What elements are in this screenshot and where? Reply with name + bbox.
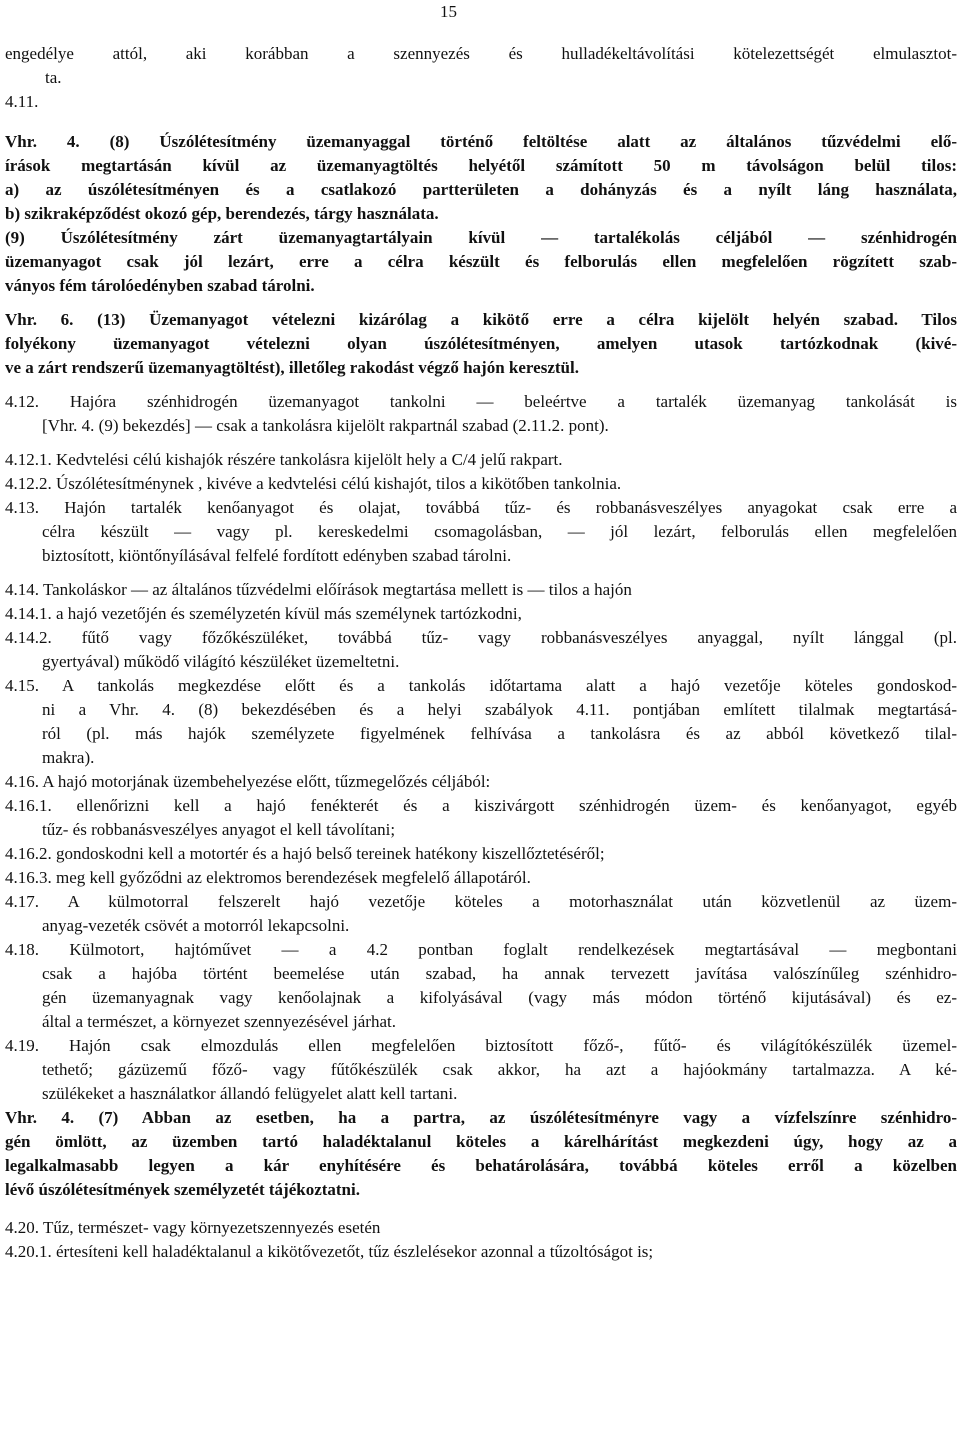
block-intro xyxy=(5,42,957,114)
text-line: célra készült — vagy pl. kereskedelmi csomagolásban, — jól lezárt, felborulás ellen megfelelően xyxy=(42,522,957,541)
text-line: engedélye attól, aki korábban a szennyezés és hulladékeltávolítási kötelezettségét elmulasztot- xyxy=(5,44,957,63)
text-line: 4.16.3. meg kell győződni az elektromos berendezések megfelelő állapotáról. xyxy=(5,868,531,887)
block-4-20 xyxy=(5,1216,957,1264)
text-line: 4.16.1. ellenőrizni kell a hajó fenékterét és a kiszivárgott szénhidrogén üzem- és kenőanyagot, egyéb xyxy=(5,796,957,815)
block-vhr-4-7 xyxy=(5,1106,957,1202)
text-line: szülékeket a használatkor állandó felügyelet alatt kell tartani. xyxy=(42,1084,458,1103)
text-line: lévő úszólétesítmények személyzetét tájékoztatni. xyxy=(5,1180,360,1199)
text-line: 4.20. Tűz, természet- vagy környezetszennyezés esetén xyxy=(5,1218,381,1237)
text-line: 4.13. Hajón tartalék kenőanyagot és olajat, továbbá tűz- és robbanásveszélyes anyagokat csak erre a xyxy=(5,498,957,517)
text-line: 4.11. xyxy=(5,92,39,111)
text-line: ta. xyxy=(45,68,62,87)
text-line: ve a zárt rendszerű üzemanyagtöltést), illetőleg rakodást végző hajón keresztül. xyxy=(5,358,579,377)
text-line: 4.14. Tankoláskor — az általános tűzvédelmi előírások megtartása mellett is — tilos a hajón xyxy=(5,580,632,599)
text-line: csak a hajóba történt beemelése után szabad, ha annak tervezett javítása valószínűleg szénhidro- xyxy=(42,964,957,983)
page-number: 15 xyxy=(440,2,457,21)
text-line: gyertyával) működő világító készüléket üzemeltetni. xyxy=(42,652,400,671)
text-line: tethető; gázüzemű főző- vagy fűtőkészülék csak akkor, ha azt a hajóokmány tartalmazza. A ké- xyxy=(42,1060,957,1079)
text-line: [Vhr. 4. (9) bekezdés] — csak a tankolásra kijelölt rakpartnál szabad (2.11.2. pont). xyxy=(42,416,609,435)
block-4-14-to-4-19 xyxy=(5,578,957,1106)
text-line: 4.18. Külmotort, hajtóművet — a 4.2 pontban foglalt rendelkezések megtartásával — megbontani xyxy=(5,940,957,959)
text-line: üzemanyagot csak jól lezárt, erre a célra készült és felborulás ellen megfelelően rögzített szab- xyxy=(5,252,957,271)
text-line: ványos fém tárolóedényben szabad tárolni. xyxy=(5,276,315,295)
text-line: 4.15. A tankolás megkezdése előtt és a tankolás időtartama alatt a hajó vezetője köteles gondoskod- xyxy=(5,676,957,695)
text-line: 4.16.2. gondoskodni kell a motortér és a hajó belső tereinek hatékony kiszellőztetéséről; xyxy=(5,844,605,863)
text-line: ról (pl. más hajók személyzete figyelmének felhívása a tankolásra és az abból következő tilal- xyxy=(42,724,957,743)
text-line: Vhr. 4. (7) Abban az esetben, ha a partra, az úszólétesítményre vagy a vízfelszínre szénhidro- xyxy=(5,1108,957,1127)
text-line: Vhr. 4. (8) Úszólétesítmény üzemanyaggal történő feltöltése alatt az általános tűzvédelmi elő- xyxy=(5,132,957,151)
text-line: (9) Úszólétesítmény zárt üzemanyagtartályain kívül — tartalékolás céljából — szénhidrogén xyxy=(5,228,957,247)
block-vhr-4-8 xyxy=(5,130,957,298)
text-line: Vhr. 6. (13) Üzemanyagot vételezni kizárólag a kikötő erre a célra kijelölt helyén szabad. Tilos xyxy=(5,310,957,329)
text-line: makra). xyxy=(42,748,95,767)
block-vhr-6-13 xyxy=(5,308,957,380)
block-4-12 xyxy=(5,390,957,438)
text-line: 4.12.2. Úszólétesítménynek , kivéve a kedvtelési célú kishajót, tilos a kikötőben tankolnia. xyxy=(5,474,622,493)
text-line: folyékony üzemanyagot vételezni olyan úszólétesítményen, amelyen utasok tartózkodnak (kivé- xyxy=(5,334,957,353)
text-line: 4.14.2. fűtő vagy főzőkészüléket, továbbá tűz- vagy robbanásveszélyes anyaggal, nyílt lánggal (pl. xyxy=(5,628,957,647)
text-line: legalkalmasabb legyen a kár enyhítésére és behatárolására, továbbá köteles erről a közelben xyxy=(5,1156,957,1175)
text-line: 4.19. Hajón csak elmozdulás ellen megfelelően biztosított főző-, fűtő- és világítókészülék üzemel- xyxy=(5,1036,957,1055)
text-line: tűz- és robbanásveszélyes anyagot el kell távolítani; xyxy=(42,820,396,839)
document-body xyxy=(5,42,957,1264)
text-line: 4.12.1. Kedvtelési célú kishajók részére tankolásra kijelölt hely a C/4 jelű rakpart. xyxy=(5,450,563,469)
text-line: gén ömlött, az üzemben tartó haladéktalanul köteles a kárelhárítást megkezdeni úgy, hogy az a xyxy=(5,1132,957,1151)
text-line: ni a Vhr. 4. (8) bekezdésében és a helyi szabályok 4.11. pontjában említett tilalmak megtartásá- xyxy=(42,700,957,719)
text-line: írások megtartásán kívül az üzemanyagtöltés helyétől számított 50 m távolságon belül tilos: xyxy=(5,156,957,175)
text-line: gén üzemanyagnak vagy kenőolajnak a kifolyásával (vagy más módon történő kijutásával) és ez- xyxy=(42,988,957,1007)
text-line: 4.16. A hajó motorjának üzembehelyezése előtt, tűzmegelőzés céljából: xyxy=(5,772,491,791)
text-line: a) az úszólétesítményen és a csatlakozó partterületen a dohányzás és a nyílt láng használata, xyxy=(5,180,957,199)
text-line: biztosított, kiöntőnyílásával felfelé fordított edényben szabad tárolni. xyxy=(42,546,512,565)
text-line: anyag-vezeték csövét a motorról lekapcsolni. xyxy=(42,916,350,935)
text-line: 4.20.1. értesíteni kell haladéktalanul a kikötővezetőt, tűz észlelésekor azonnal a tűzoltóságot is; xyxy=(5,1242,654,1261)
block-4-12-1-to-4-13 xyxy=(5,448,957,568)
text-line: 4.17. A külmotorral felszerelt hajó vezetője köteles a motorhasználat után közvetlenül az üzem- xyxy=(5,892,957,911)
text-line: 4.14.1. a hajó vezetőjén és személyzetén kívül más személynek tartózkodni, xyxy=(5,604,522,623)
text-line: b) szikraképződést okozó gép, berendezés, tárgy használata. xyxy=(5,204,439,223)
text-line: 4.12. Hajóra szénhidrogén üzemanyagot tankolni — beleértve a tartalék üzemanyag tankolását is xyxy=(5,392,957,411)
text-line: által a természet, a környezet szennyezésével járhat. xyxy=(42,1012,396,1031)
